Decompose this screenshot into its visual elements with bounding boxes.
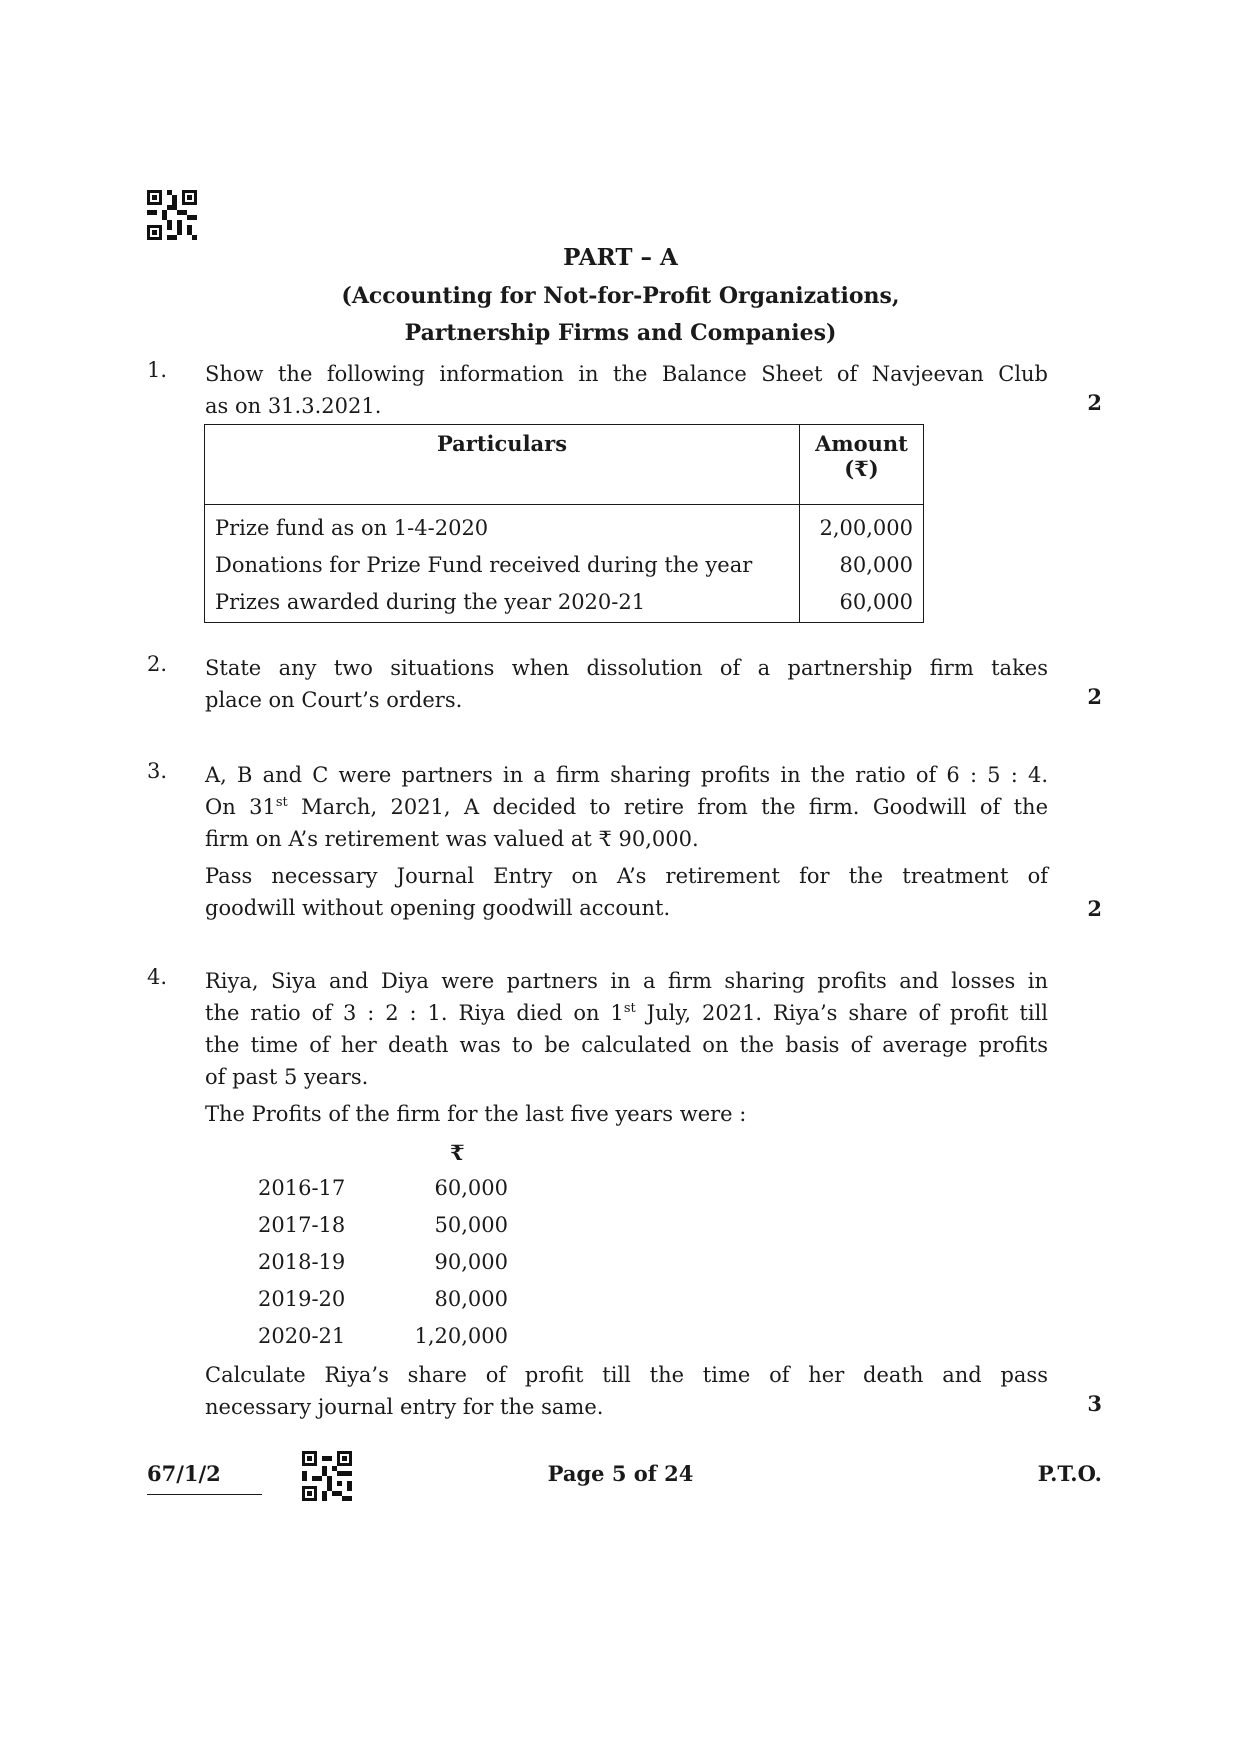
table-row: Donations for Prize Fund received during the year 80,000 — [205, 546, 924, 583]
list-item: 2019-20 80,000 — [258, 1287, 508, 1311]
page-number: Page 5 of 24 — [547, 1461, 694, 1486]
part-subtitle-line1: (Accounting for Not-for-Profit Organizations, — [341, 283, 900, 309]
part-subtitle-line2: Partnership Firms and Companies) — [404, 320, 837, 346]
question-2-text: State any two situations when dissolution of a partnership firm takes place on Court’s orders. — [205, 656, 1048, 712]
question-1-number: 1. — [147, 358, 168, 382]
question-2-number: 2. — [147, 652, 168, 676]
question-3-marks: 2 — [1087, 896, 1102, 921]
rupee-column-head: ₹ — [450, 1140, 465, 1165]
list-item: 2016-17 60,000 — [258, 1176, 508, 1200]
profits-list — [258, 1170, 508, 1355]
question-4-closing: Calculate Riya’s share of profit till the time of her death and pass necessary journal entry for the same. — [205, 1363, 1048, 1419]
question-4-marks: 3 — [1087, 1391, 1102, 1416]
list-item: 2020-21 1,20,000 — [258, 1324, 508, 1348]
pto-label: P.T.O. — [1037, 1461, 1102, 1486]
table-row: Prizes awarded during the year 2020-21 60,000 — [205, 583, 924, 623]
list-item: 2018-19 90,000 — [258, 1250, 508, 1274]
particulars-header: Particulars — [205, 425, 800, 505]
paper-code: 67/1/2 — [147, 1461, 221, 1486]
question-4-number: 4. — [147, 965, 168, 989]
part-heading: PART – A — [563, 244, 678, 271]
question-3-number: 3. — [147, 759, 168, 783]
prize-fund-table — [204, 424, 924, 623]
paper-code-underline — [147, 1494, 262, 1495]
question-1-text: Show the following information in the Balance Sheet of Navjeevan Club as on 31.3.2021. — [205, 362, 1048, 418]
qr-code-top-icon — [147, 190, 197, 240]
list-item: 2017-18 50,000 — [258, 1213, 508, 1237]
table-header-row — [205, 425, 924, 505]
question-1-marks: 2 — [1087, 390, 1102, 415]
table-row: Prize fund as on 1-4-2020 2,00,000 — [205, 505, 924, 547]
question-4-text: Riya, Siya and Diya were partners in a firm sharing profits and losses in the ratio of 3 : 2 : 1. Riya died on 1st July, 2021. Riya’s share of profit till the time of her death was to be calculated on the basis of average profits of past 5 years. The Profits of the firm for the last five years were : — [205, 965, 1048, 1130]
profits-intro: The Profits of the firm for the last five years were : — [205, 1102, 747, 1126]
question-2-marks: 2 — [1087, 684, 1102, 709]
question-3-text: A, B and C were partners in a firm sharing profits in the ratio of 6 : 5 : 4. On 31st March, 2021, A decided to retire from the firm. Goodwill of the firm on A’s retirement was valued at ₹ 90,000. Pass necessary Journal Entry on A’s retirement for the treatment of goodwill without opening goodwill account. — [205, 763, 1048, 920]
amount-header: Amount (₹) — [800, 425, 924, 505]
